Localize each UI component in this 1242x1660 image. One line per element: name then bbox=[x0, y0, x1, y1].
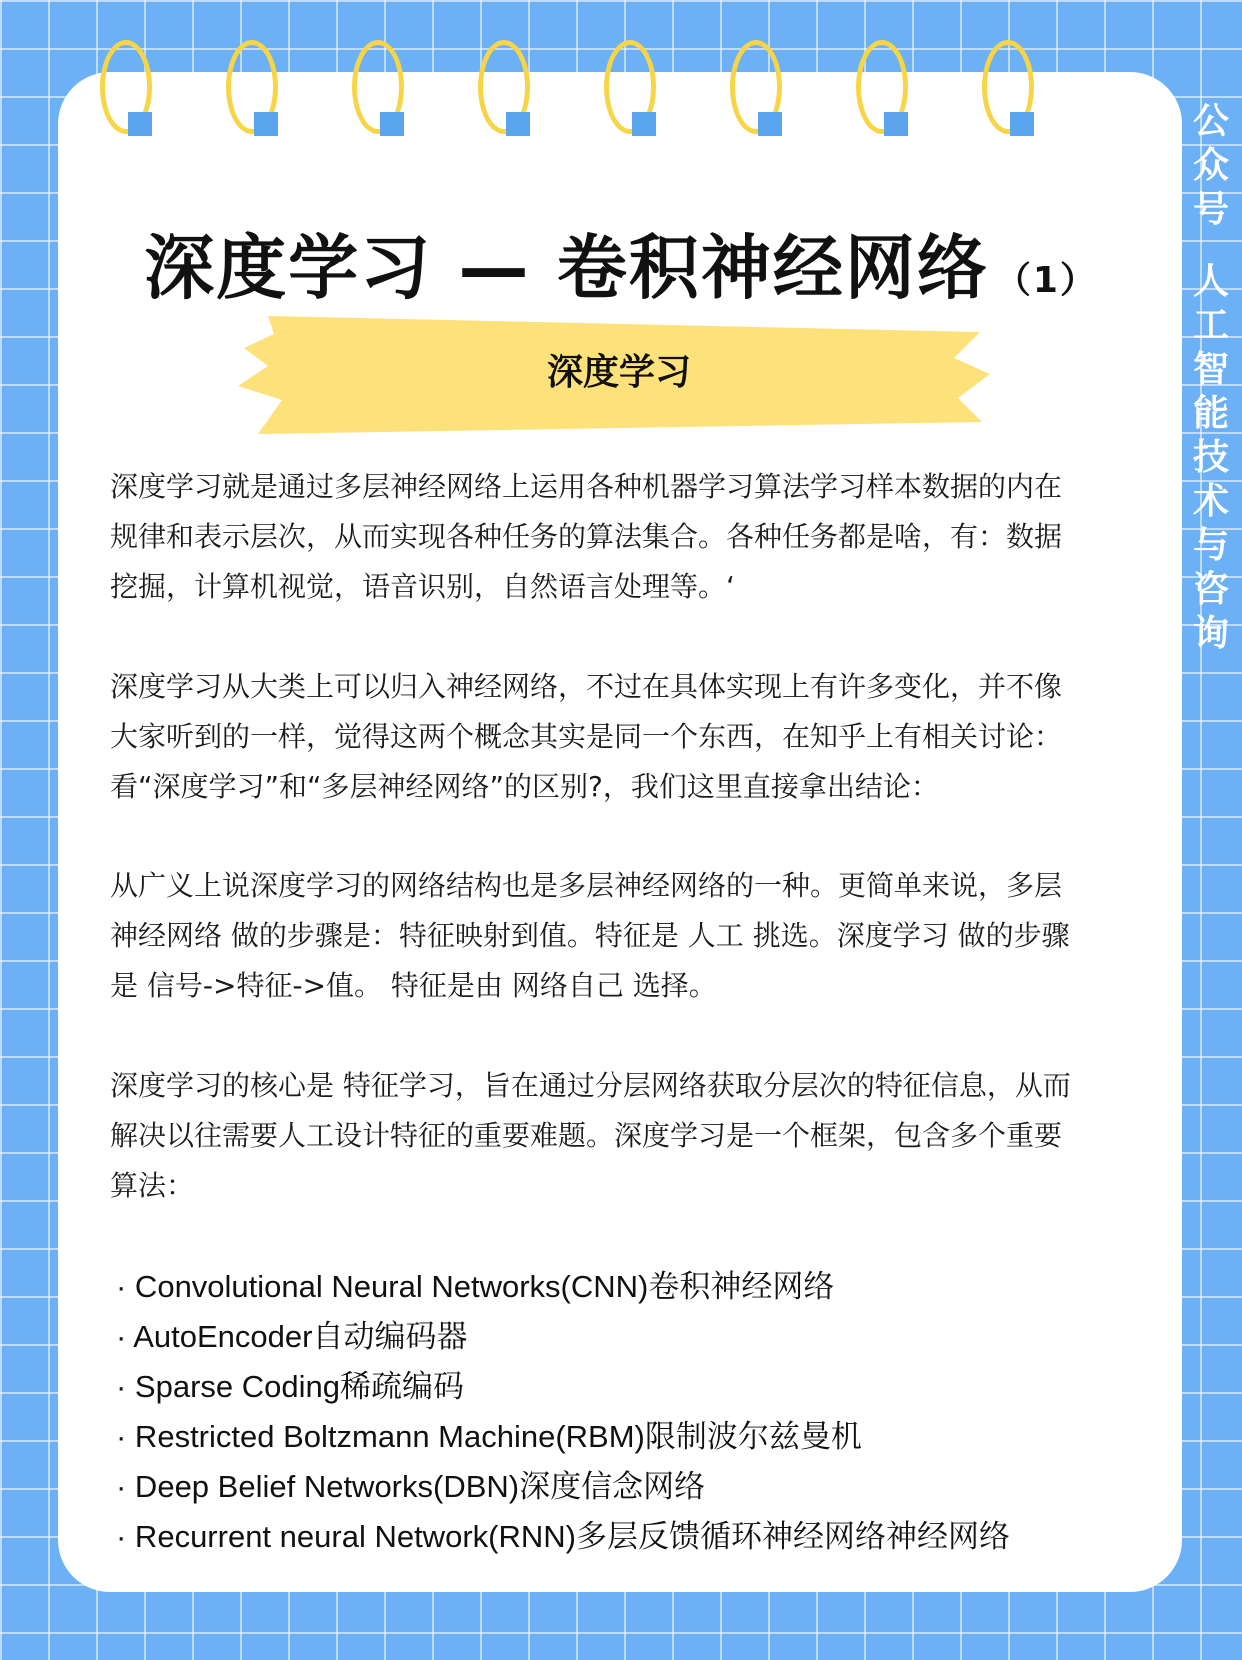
binding-hole-4 bbox=[506, 112, 530, 136]
list-item: · Sparse Coding稀疏编码 bbox=[116, 1369, 465, 1404]
paragraph-line: 解决以往需要人工设计特征的重要难题。深度学习是一个框架，包含多个重要 bbox=[110, 1119, 1063, 1152]
list-item: · Restricted Boltzmann Machine(RBM)限制波尔兹曼机 bbox=[116, 1419, 862, 1454]
list-item: · AutoEncoder自动编码器 bbox=[116, 1319, 468, 1354]
page-title-suffix: （1） bbox=[994, 260, 1098, 301]
page-title-text: 深度学习 — 卷积神经网络 bbox=[144, 227, 989, 309]
binding-hole-8 bbox=[1010, 112, 1034, 136]
paragraph-line: 神经网络 做的步骤是：特征映射到值。特征是 人工 挑选。深度学习 做的步骤 bbox=[110, 919, 1070, 952]
paragraph-line: 深度学习的核心是 特征学习，旨在通过分层网络获取分层次的特征信息，从而 bbox=[110, 1069, 1071, 1102]
paragraph-line: 深度学习就是通过多层神经网络上运用各种机器学习算法学习样本数据的内在 bbox=[110, 470, 1063, 503]
binding-hole-6 bbox=[758, 112, 782, 136]
algorithm-list bbox=[116, 1262, 1146, 1562]
list-item: · Recurrent neural Network(RNN)多层反馈循环神经网络神经网络 bbox=[116, 1519, 1010, 1554]
side-tag-char: 众 bbox=[1192, 145, 1229, 186]
side-tag-char: 智 bbox=[1192, 349, 1229, 390]
binding-hole-7 bbox=[884, 112, 908, 136]
side-tag-gap bbox=[1186, 232, 1236, 260]
binding-hole-1 bbox=[128, 112, 152, 136]
paragraph-line: 算法： bbox=[110, 1169, 195, 1202]
list-item: · Deep Belief Networks(DBN)深度信念网络 bbox=[116, 1469, 706, 1504]
side-tag-char: 咨 bbox=[1192, 569, 1229, 610]
side-tag-char: 能 bbox=[1192, 393, 1229, 434]
side-account-tag bbox=[1186, 100, 1236, 656]
side-tag-char: 技 bbox=[1192, 437, 1229, 478]
side-tag-char: 工 bbox=[1192, 305, 1229, 346]
paragraph-line: 挖掘，计算机视觉，语音识别，自然语言处理等。‘ bbox=[110, 570, 735, 603]
paragraph-line: 大家听到的一样，觉得这两个概念其实是同一个东西，在知乎上有相关讨论： bbox=[110, 720, 1063, 753]
paragraph-line: 看“深度学习”和“多层神经网络”的区别?，我们这里直接拿出结论： bbox=[110, 770, 939, 803]
paragraph-3 bbox=[110, 861, 1140, 1011]
side-tag-char: 人 bbox=[1192, 261, 1229, 302]
paragraph-line: 是 信号->特征->值。 特征是由 网络自己 选择。 bbox=[110, 969, 717, 1002]
section-heading: 深度学习 bbox=[546, 352, 691, 393]
paragraph-line: 规律和表示层次，从而实现各种任务的算法集合。各种任务都是啥，有：数据 bbox=[110, 520, 1063, 553]
paragraph-line: 深度学习从大类上可以归入神经网络，不过在具体实现上有许多变化，并不像 bbox=[110, 670, 1063, 703]
binding-hole-5 bbox=[632, 112, 656, 136]
side-tag-char: 与 bbox=[1192, 525, 1229, 566]
paragraph-4 bbox=[110, 1061, 1140, 1211]
paragraph-2 bbox=[110, 662, 1140, 812]
side-tag-char: 号 bbox=[1192, 189, 1229, 230]
binding-hole-3 bbox=[380, 112, 404, 136]
paragraph-1 bbox=[110, 462, 1140, 612]
side-tag-char: 公 bbox=[1192, 101, 1229, 142]
paragraph-line: 从广义上说深度学习的网络结构也是多层神经网络的一种。更简单来说，多层 bbox=[110, 869, 1063, 902]
side-tag-char: 术 bbox=[1192, 481, 1229, 522]
binding-hole-2 bbox=[254, 112, 278, 136]
page-title bbox=[0, 212, 1242, 313]
side-tag-char: 询 bbox=[1192, 613, 1229, 654]
list-item: · Convolutional Neural Networks(CNN)卷积神经网络 bbox=[116, 1269, 835, 1304]
